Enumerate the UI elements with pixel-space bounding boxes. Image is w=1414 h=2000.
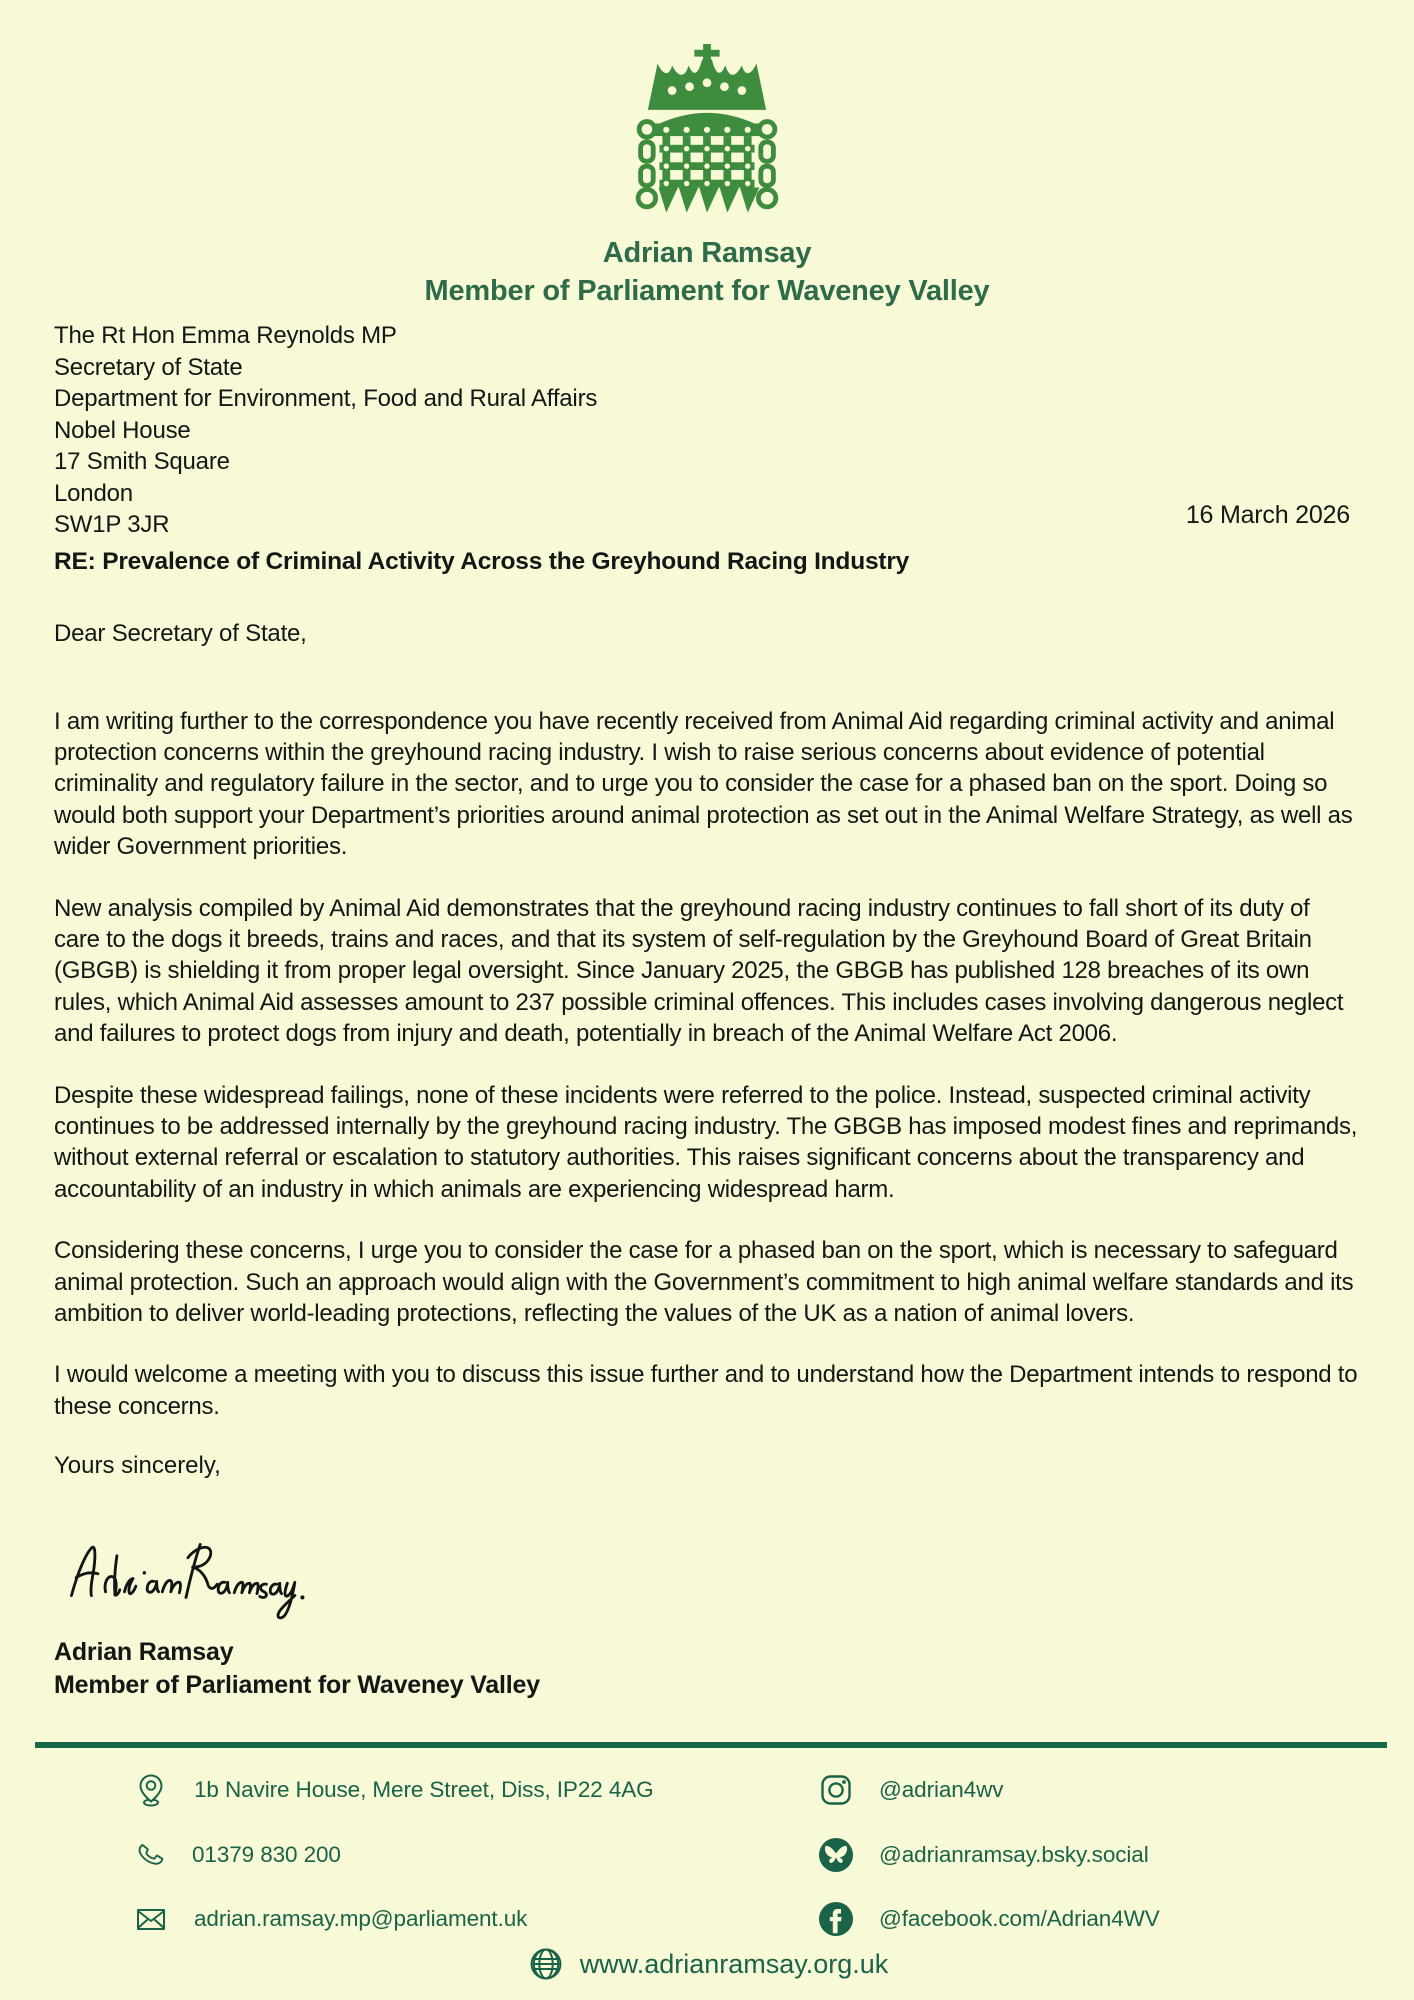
globe-icon (526, 1944, 566, 1984)
footer-address: 1b Navire House, Mere Street, Diss, IP22 4AG (194, 1777, 654, 1802)
recipient-line: Secretary of State (54, 353, 243, 381)
footer-bluesky-handle: @adrianramsay.bsky.social (879, 1842, 1149, 1867)
signatory-title: Member of Parliament for Waveney Valley (54, 1671, 540, 1700)
paragraph: Considering these concerns, I urge you to consider the case for a phased ban on the sport, which is necessary to safeguard animal protection. Such an approach would align with the Government’s commitment to high animal welfare standards and its ambition to deliver world-leading protections, reflecting the values of the UK as a nation of animal lovers. (54, 1237, 1354, 1327)
phone-icon (133, 1838, 167, 1872)
paragraph: New analysis compiled by Animal Aid demonstrates that the greyhound racing industry continues to fall short of its duty of care to the dogs it breeds, trains and races, and that its system of self-regulation by the Greyhound Board of Great Britain (GBGB) is shielding it from proper legal oversight. Since January 2025, the GBGB has published 128 breaches of its own rules, which Animal Aid assesses amount to 237 possible criminal offences. This includes cases involving dangerous neglect and failures to protect dogs from injury and death, potentially in breach of the Animal Welfare Act 2006. (54, 894, 1344, 1048)
envelope-icon (133, 1901, 169, 1937)
letterhead (0, 0, 1414, 310)
footer-facebook-handle: @facebook.com/Adrian4WV (879, 1906, 1160, 1931)
handwritten-signature (62, 1514, 1414, 1626)
portcullis-logo (0, 44, 1414, 234)
signatory-name: Adrian Ramsay (54, 1638, 234, 1667)
salutation: Dear Secretary of State, (54, 619, 307, 647)
valediction: Yours sincerely, (54, 1452, 221, 1480)
recipient-line: 17 Smith Square (54, 448, 230, 475)
footer-divider (35, 1742, 1387, 1748)
recipient-address (54, 320, 1360, 541)
footer-phone-row (133, 1836, 341, 1874)
mp-name: Adrian Ramsay (602, 237, 812, 269)
footer-email-row (133, 1900, 527, 1938)
footer-email: adrian.ramsay.mp@parliament.uk (194, 1906, 528, 1931)
paragraph: I would welcome a meeting with you to discuss this issue further and to understand how the Department intends to respond to these concerns. (54, 1361, 1358, 1420)
footer-instagram-row (818, 1771, 1003, 1809)
footer-bluesky-row (818, 1836, 1149, 1874)
footer-phone: 01379 830 200 (192, 1842, 341, 1867)
mp-title: Member of Parliament for Waveney Valley (424, 275, 990, 307)
footer-facebook-row (818, 1900, 1160, 1938)
footer-instagram-handle: @adrian4wv (879, 1777, 1004, 1802)
instagram-icon (818, 1772, 854, 1808)
footer-website: www.adrianramsay.org.uk (579, 1948, 889, 1979)
paragraph: Despite these widespread failings, none of these incidents were referred to the police. Instead, suspected criminal activity continues to be addressed internally by the greyhound racing industry. The GBGB has imposed modest fines and reprimands, without external referral or escalation to statutory authorities. This raises significant concerns about the transparency and accountability of an industry in which animals are experiencing widespread harm. (54, 1081, 1358, 1203)
recipient-line: London (54, 479, 133, 507)
letter-date: 16 March 2026 (1185, 501, 1350, 529)
recipient-line: Department for Environment, Food and Rural Affairs (54, 385, 598, 412)
recipient-line: SW1P 3JR (54, 511, 170, 538)
footer-address-row (133, 1771, 654, 1809)
bluesky-icon (818, 1837, 854, 1873)
location-pin-icon (133, 1772, 169, 1808)
subject-line: RE: Prevalence of Criminal Activity Across the Greyhound Racing Industry (54, 547, 910, 575)
paragraph: I am writing further to the correspondence you have recently received from Animal Aid regarding criminal activity and animal protection concerns within the greyhound racing industry. I wish to raise serious concerns about evidence of potential criminality and regulatory failure in the sector, and to urge you to consider the case for a phased ban on the sport. Doing so would both support your Department’s priorities around animal protection as set out in the Animal Welfare Strategy, as well as wider Government priorities. (54, 707, 1353, 861)
facebook-icon (818, 1901, 854, 1937)
recipient-line: Nobel House (54, 416, 191, 444)
letter-body (54, 706, 1358, 1423)
footer-website-row (0, 1944, 1414, 1984)
recipient-line: The Rt Hon Emma Reynolds MP (54, 322, 397, 349)
